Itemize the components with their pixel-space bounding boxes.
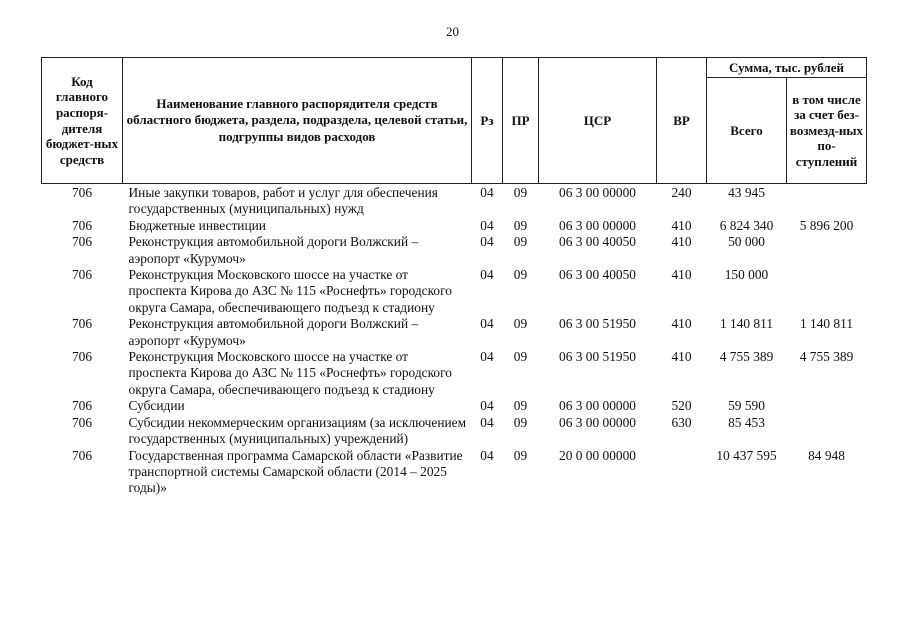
cell-vr <box>657 448 707 497</box>
cell-incl: 5 896 200 <box>799 217 854 233</box>
cell-csr: 20 0 00 00000 <box>559 447 636 463</box>
cell-rz: 04 <box>480 234 494 250</box>
cell-vr: 240 <box>671 185 692 200</box>
cell-incl <box>787 415 867 448</box>
cell-total: 150 000 <box>724 267 769 283</box>
table-row <box>42 184 867 218</box>
cell-kod: 706 <box>71 349 93 365</box>
cell-total: 85 453 <box>728 414 765 430</box>
cell-incl: 1 140 811 <box>799 316 854 332</box>
cell-name: Субсидии некоммерческим организациям (за исключением государственных (муниципальных) учреждений) <box>128 414 467 447</box>
table-row <box>42 448 867 497</box>
cell-rz: 04 <box>480 398 494 414</box>
cell-csr: 06 3 00 00000 <box>559 414 636 430</box>
cell-name: Реконструкция автомобильной дороги Волжский – аэропорт «Курумоч» <box>128 316 419 348</box>
cell-kod: 706 <box>71 234 93 250</box>
cell-vr: 410 <box>671 267 692 283</box>
cell-name: Иные закупки товаров, работ и услуг для обеспечения государственных (муниципальных) нужд <box>128 185 438 217</box>
cell-incl <box>787 184 867 218</box>
cell-kod: 706 <box>71 185 93 200</box>
cell-pr: 09 <box>513 447 528 463</box>
table-row <box>42 267 867 316</box>
cell-rz: 04 <box>480 414 494 430</box>
cell-pr: 09 <box>513 349 528 365</box>
cell-rz: 04 <box>480 185 494 200</box>
cell-vr: 410 <box>671 316 692 332</box>
header-rz: Рз <box>472 58 503 184</box>
cell-total: 59 590 <box>728 398 765 414</box>
table-row <box>42 316 867 349</box>
cell-pr: 09 <box>513 398 528 414</box>
cell-kod: 706 <box>71 398 93 414</box>
header-total: Всего <box>707 78 787 184</box>
cell-kod: 706 <box>71 447 93 463</box>
cell-rz: 04 <box>480 267 494 283</box>
cell-vr: 410 <box>671 234 692 250</box>
cell-rz: 04 <box>480 349 494 365</box>
header-vr: ВР <box>657 58 707 184</box>
cell-incl <box>787 398 867 414</box>
page-number: 20 <box>446 24 459 39</box>
cell-total: 10 437 595 <box>716 447 777 463</box>
table-row <box>42 218 867 234</box>
cell-csr: 06 3 00 40050 <box>559 234 636 250</box>
cell-kod: 706 <box>71 414 93 430</box>
cell-csr: 06 3 00 00000 <box>559 398 636 414</box>
cell-rz: 04 <box>480 447 494 463</box>
cell-pr: 09 <box>513 316 528 332</box>
table-row <box>42 349 867 398</box>
header-name: Наименование главного распорядителя средств областного бюджета, раздела, подраздела, целевой статьи, подгруппы видов расходов <box>123 58 472 184</box>
cell-csr: 06 3 00 51950 <box>559 316 636 332</box>
cell-incl: 4 755 389 <box>799 349 854 365</box>
cell-name: Бюджетные инвестиции <box>128 217 266 233</box>
cell-total: 50 000 <box>728 234 765 250</box>
table-header <box>42 58 867 184</box>
table-row <box>42 398 867 414</box>
cell-vr: 410 <box>671 217 692 233</box>
cell-pr: 09 <box>513 185 528 200</box>
header-kod: Код главного распоря-дителя бюджет-ных средств <box>42 58 123 184</box>
header-pr: ПР <box>503 58 539 184</box>
cell-rz: 04 <box>480 217 494 233</box>
table-row <box>42 415 867 448</box>
header-sum: Сумма, тыс. рублей <box>707 58 867 78</box>
cell-csr: 06 3 00 00000 <box>559 185 636 200</box>
cell-total: 4 755 389 <box>719 349 774 365</box>
cell-incl <box>787 234 867 267</box>
cell-csr: 06 3 00 40050 <box>559 267 636 283</box>
table-row <box>42 234 867 267</box>
header-csr: ЦСР <box>539 58 657 184</box>
cell-name: Реконструкция Московского шоссе на участке от проспекта Кирова до АЗС № 115 «Роснефть» городского округа Самара, обеспечивающего подъезд к стадиону <box>128 349 452 397</box>
cell-vr: 520 <box>671 398 692 414</box>
cell-pr: 09 <box>513 217 528 233</box>
cell-total: 1 140 811 <box>719 316 774 332</box>
header-incl: в том числе за счет без-возмезд-ных по-ступлений <box>787 78 867 184</box>
cell-pr: 09 <box>513 267 528 283</box>
cell-incl: 84 948 <box>808 447 845 463</box>
cell-name: Реконструкция Московского шоссе на участке от проспекта Кирова до АЗС № 115 «Роснефть» городского округа Самара, обеспечивающего подъезд к стадиону <box>128 267 452 315</box>
table-body <box>42 184 867 497</box>
cell-csr: 06 3 00 00000 <box>559 217 636 233</box>
cell-name: Субсидии <box>128 398 185 414</box>
cell-total: 43 945 <box>728 185 765 200</box>
cell-vr: 630 <box>671 414 692 430</box>
cell-name: Государственная программа Самарской области «Развитие транспортной системы Самарской области (2014 – 2025 годы)» <box>128 447 463 496</box>
cell-kod: 706 <box>71 267 93 283</box>
cell-vr: 410 <box>671 349 692 365</box>
cell-pr: 09 <box>513 234 528 250</box>
budget-table <box>41 57 867 497</box>
cell-kod: 706 <box>71 217 93 233</box>
cell-name: Реконструкция автомобильной дороги Волжский – аэропорт «Курумоч» <box>128 234 419 266</box>
cell-incl <box>787 267 867 316</box>
cell-rz: 04 <box>480 316 494 332</box>
cell-kod: 706 <box>71 316 93 332</box>
cell-csr: 06 3 00 51950 <box>559 349 636 365</box>
cell-pr: 09 <box>513 414 528 430</box>
cell-total: 6 824 340 <box>719 217 774 233</box>
